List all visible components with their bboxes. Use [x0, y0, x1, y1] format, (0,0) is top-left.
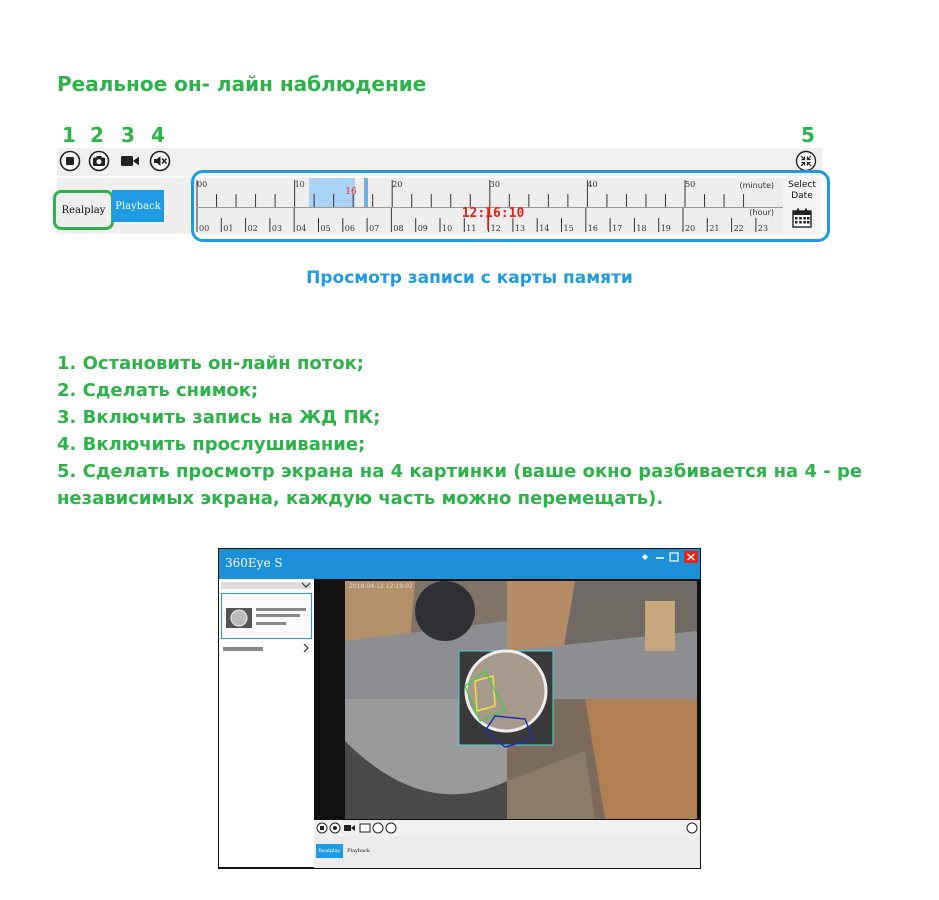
hour-label: 09	[417, 224, 428, 233]
maximize-icon	[670, 553, 678, 561]
hour-label: 14	[539, 224, 550, 233]
hour-label: 03	[271, 224, 283, 233]
app-titlebar	[219, 549, 700, 579]
instructions-list	[57, 350, 862, 512]
app-sidebar	[219, 579, 314, 867]
app-bottom-panel	[314, 836, 700, 868]
video-grid[interactable]	[345, 581, 697, 819]
playback-button[interactable]: Playback	[112, 190, 164, 222]
heart-icon	[642, 554, 648, 560]
select-date-line1: Select	[788, 180, 816, 190]
hour-label: 17	[612, 224, 623, 233]
hour-label: 16	[587, 224, 598, 233]
playback-heading: Просмотр записи с карты памяти	[306, 268, 633, 288]
camera-list-item[interactable]	[221, 593, 312, 639]
hour-label: 02	[247, 224, 258, 233]
camera-thumbnail	[226, 608, 252, 628]
number-3: 3	[121, 123, 135, 147]
speaker-mute-icon[interactable]	[149, 150, 171, 172]
minute-label: 00	[197, 180, 208, 189]
window-controls	[640, 551, 698, 563]
hour-label: 01	[223, 224, 234, 233]
number-1: 1	[62, 123, 76, 147]
hour-label: 10	[442, 224, 453, 233]
video-record-icon[interactable]	[119, 150, 141, 172]
hour-label: 13	[514, 224, 526, 233]
camera-icon[interactable]	[88, 150, 110, 172]
hour-label: 19	[660, 224, 671, 233]
hour-label: 22	[733, 224, 744, 233]
minute-label: 10	[294, 180, 305, 189]
number-5: 5	[801, 123, 815, 147]
select-date-line2: Date	[791, 191, 813, 201]
hour-label: 15	[563, 224, 574, 233]
number-4: 4	[151, 123, 165, 147]
hour-label: 00	[199, 224, 210, 233]
instruction-item: независимых экрана, каждую часть можно перемещать).	[57, 488, 664, 509]
realplay-button[interactable]: Realplay	[53, 190, 114, 230]
live-heading: Реальное он- лайн наблюдение	[57, 72, 427, 96]
minute-label: 20	[392, 180, 403, 189]
shrink-arrows-icon[interactable]	[795, 150, 817, 172]
hour-label: 21	[709, 224, 720, 233]
hour-unit: (hour)	[749, 208, 774, 217]
video-timestamp: 2018-04-12 12:19:02	[349, 583, 413, 590]
instruction-item: 5. Сделать просмотр экрана на 4 картинки (ваше окно разбивается на 4 - ре	[57, 461, 863, 482]
hour-label: 07	[369, 224, 380, 233]
current-time-label: 12:16:10	[461, 206, 525, 221]
selected-minute-label: 16	[345, 187, 357, 197]
minute-label: 40	[587, 180, 598, 189]
minute-unit: (minute)	[739, 181, 774, 190]
instruction-item: 4. Включить прослушивание;	[57, 434, 366, 455]
app-title: 360Eye S	[225, 556, 283, 570]
hour-label: 11	[466, 224, 477, 233]
hour-label: 04	[296, 224, 307, 233]
split-view-icon[interactable]	[686, 822, 698, 834]
app-player-controls	[314, 820, 700, 836]
instruction-item: 3. Включить запись на ЖД ПК;	[57, 407, 381, 428]
hour-label: 18	[636, 224, 647, 233]
number-2: 2	[90, 123, 104, 147]
mini-playback-button[interactable]: Playback	[347, 848, 370, 854]
mini-realplay-button[interactable]: Realplay	[316, 844, 343, 858]
hour-label: 20	[685, 224, 696, 233]
instruction-item: 1. Остановить он-лайн поток;	[57, 353, 365, 374]
minute-label: 50	[685, 180, 696, 189]
hour-label: 23	[757, 224, 769, 233]
instruction-item: 2. Сделать снимок;	[57, 380, 259, 401]
chevron-down-icon[interactable]	[301, 581, 311, 589]
playback-highlight-frame	[191, 170, 830, 242]
hour-label: 08	[393, 224, 404, 233]
minute-label: 30	[489, 180, 500, 189]
hour-label: 12	[490, 224, 501, 233]
hour-label: 06	[344, 224, 355, 233]
hour-label: 05	[320, 224, 331, 233]
stop-circle-icon[interactable]	[59, 150, 81, 172]
chevron-right-icon[interactable]	[302, 643, 310, 653]
